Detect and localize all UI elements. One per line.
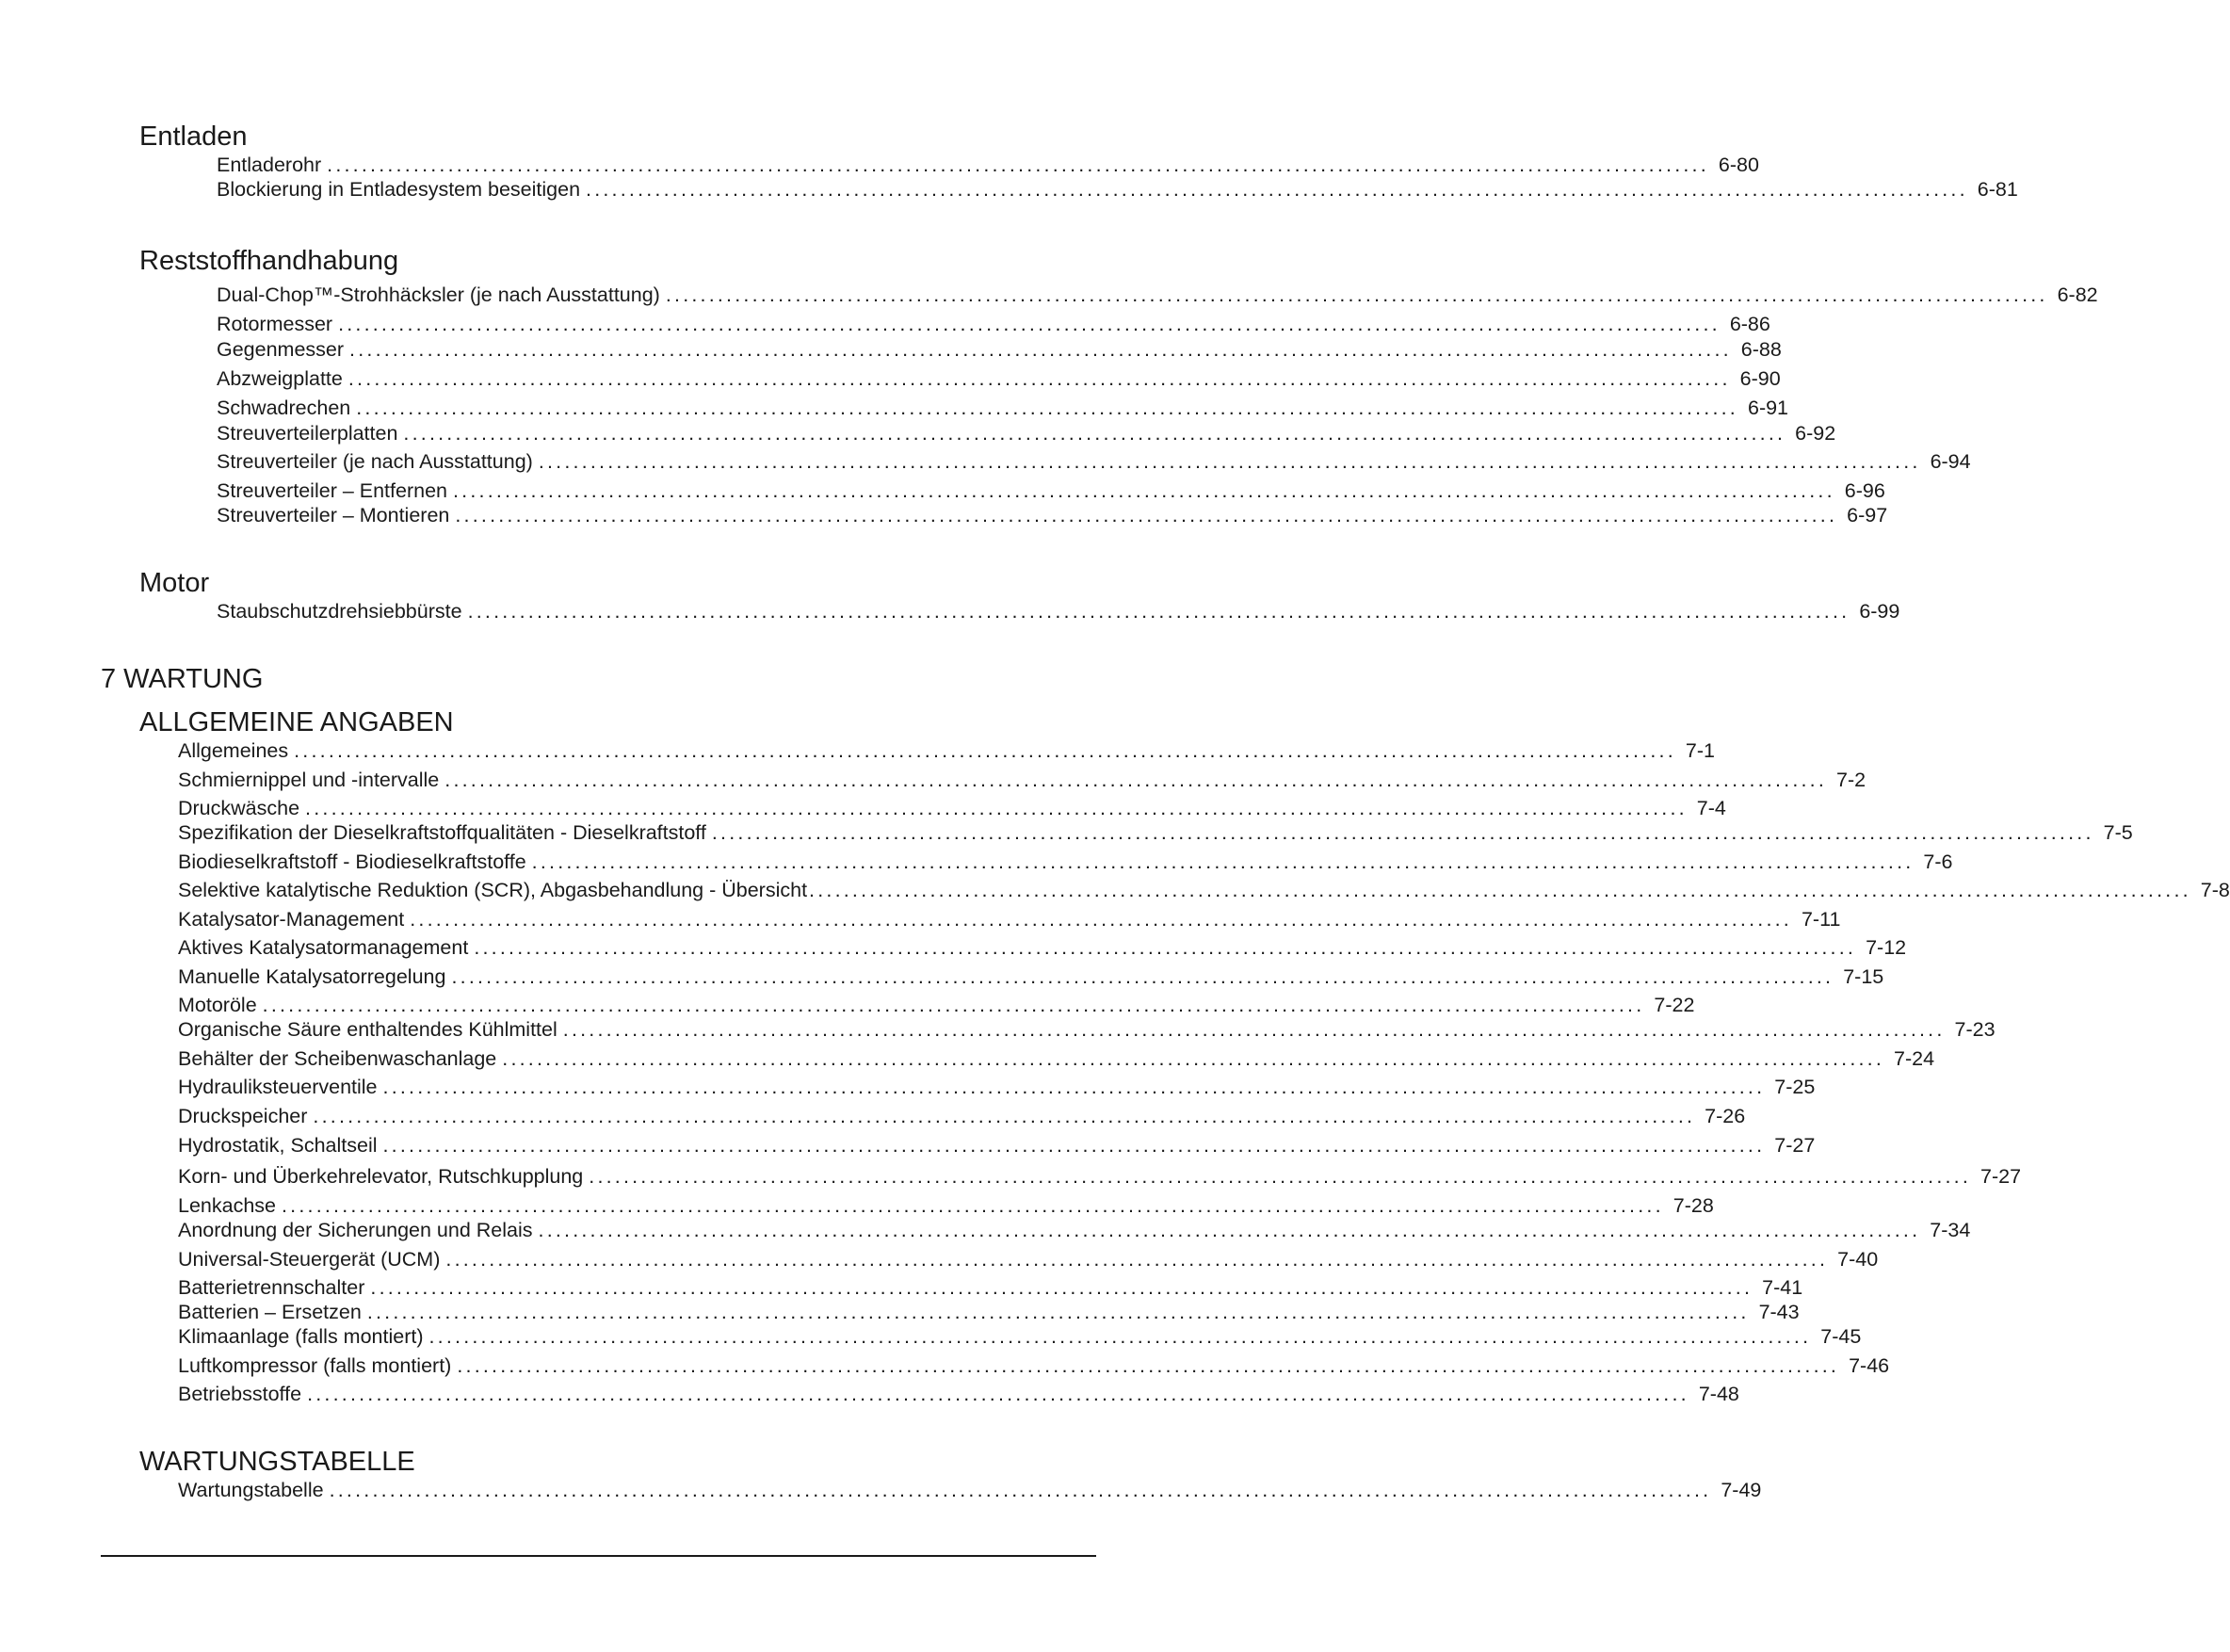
toc-entry[interactable] [178, 818, 2133, 845]
toc-entry-title: Katalysator-Management [178, 908, 405, 931]
toc-dot-leader: ................................................................................................................................................................ [665, 283, 2048, 306]
toc-entry-title: Streuverteiler – Montieren [217, 504, 450, 526]
toc-dot-leader: ................................................................................................................................................................ [329, 1479, 1712, 1501]
toc-entry-title: Betriebsstoffe [178, 1383, 302, 1405]
section-heading-motor: Motor [139, 568, 210, 598]
toc-dot-leader: ................................................................................................................................................................ [356, 397, 1738, 419]
toc-dot-leader: ................................................................................................................................................................ [531, 850, 1915, 873]
toc-dot-leader: ................................................................................................................................................................ [586, 178, 1968, 201]
toc-entry-page: 7-24 [1894, 1047, 1935, 1070]
toc-entry-page: 7-11 [1801, 908, 1841, 931]
toc-entry-page: 7-5 [2103, 821, 2133, 844]
toc-entry-page: 6-90 [1739, 367, 1781, 390]
toc-entry[interactable] [178, 1476, 1762, 1502]
toc-entry-page: 7-6 [1923, 850, 1953, 873]
toc-entry[interactable] [217, 151, 1759, 177]
toc-entry-page: 7-26 [1705, 1105, 1746, 1127]
toc-entry-page: 7-41 [1762, 1276, 1803, 1299]
toc-entry[interactable] [178, 1245, 1879, 1271]
toc-dot-leader: ................................................................................................................................................................ [338, 313, 1721, 335]
toc-entry-title: Manuelle Katalysatorregelung [178, 965, 446, 988]
toc-entry[interactable] [178, 1102, 1746, 1128]
toc-entry[interactable] [217, 447, 1971, 474]
toc-dot-leader: ................................................................................................................................................................ [403, 422, 1786, 445]
toc-entry-title: Streuverteilerplatten [217, 422, 398, 445]
toc-entry[interactable] [217, 335, 1782, 362]
toc-entry-title: Streuverteiler – Entfernen [217, 479, 447, 502]
toc-entry-page: 7-4 [1696, 797, 1726, 819]
toc-entry-page: 7-23 [1954, 1018, 1996, 1041]
toc-dot-leader: ................................................................................................................................................................ [313, 1105, 1696, 1127]
toc-entry-title: Allgemeines [178, 739, 289, 762]
toc-entry[interactable] [178, 1216, 1971, 1242]
toc-dot-leader: ................................................................................................................................................................ [453, 479, 1835, 502]
toc-entry[interactable] [178, 933, 1907, 960]
section-heading-wartungstabelle: WARTUNGSTABELLE [139, 1447, 415, 1477]
toc-entry-page: 6-91 [1747, 397, 1789, 419]
toc-dot-leader: ................................................................................................................................................................ [382, 1076, 1766, 1098]
toc-entry[interactable] [178, 1015, 1996, 1042]
toc-entry-title: Batterien – Ersetzen [178, 1301, 362, 1323]
toc-entry[interactable] [217, 364, 1781, 391]
footer-rule [101, 1555, 1096, 1557]
toc-entry-title: Druckwäsche [178, 797, 300, 819]
toc-dot-leader: ................................................................................................................................................................ [451, 965, 1834, 988]
toc-dot-leader: ................................................................................................................................................................ [307, 1383, 1689, 1405]
toc-entry[interactable] [178, 1073, 1816, 1099]
toc-entry-title: Spezifikation der Dieselkraftstoffqualitäten - Dieselkraftstoff [178, 821, 706, 844]
toc-dot-leader: ................................................................................................................................................................ [538, 1219, 1921, 1241]
toc-dot-leader: ................................................................................................................................................................ [327, 154, 1709, 176]
toc-dot-leader: ................................................................................................................................................................ [589, 1165, 1972, 1188]
toc-entry-page: 7-43 [1758, 1301, 1800, 1323]
toc-dot-leader: ................................................................................................................................................................ [347, 367, 1731, 390]
toc-entry-page: 7-25 [1774, 1076, 1816, 1098]
toc-entry-page: 7-46 [1849, 1354, 1890, 1377]
toc-entry-page: 6-81 [1977, 178, 2018, 201]
toc-dot-leader: ................................................................................................................................................................ [467, 600, 1850, 623]
toc-entry-page: 7-45 [1820, 1325, 1862, 1348]
toc-entry-page: 6-92 [1795, 422, 1836, 445]
toc-entry[interactable] [178, 848, 1953, 874]
toc-entry[interactable] [178, 1273, 1803, 1300]
toc-dot-leader: ................................................................................................................................................................ [562, 1018, 1946, 1041]
toc-dot-leader: ................................................................................................................................................................ [366, 1301, 1750, 1323]
toc-entry-title: Selektive katalytische Reduktion (SCR), Abgasbehandlung - Übersicht [178, 879, 808, 901]
toc-dot-leader: ................................................................................................................................................................ [305, 797, 1688, 819]
section-heading-entladen: Entladen [139, 121, 248, 152]
toc-entry-title: Entladerohr [217, 154, 322, 176]
toc-entry-page: 7-28 [1672, 1194, 1714, 1217]
toc-dot-leader: ................................................................................................................................................................ [502, 1047, 1885, 1070]
toc-entry-title: Wartungstabelle [178, 1479, 324, 1501]
toc-entry-page: 7-2 [1836, 769, 1866, 791]
toc-dot-leader: ................................................................................................................................................................ [382, 1134, 1766, 1157]
toc-entry-title: Universal-Steuergerät (UCM) [178, 1248, 441, 1271]
toc-dot-leader: ................................................................................................................................................................ [457, 1354, 1840, 1377]
toc-entry-title: Rotormesser [217, 313, 333, 335]
toc-entry[interactable] [217, 419, 1836, 445]
toc-entry-title: Hydrauliksteuerventile [178, 1076, 378, 1098]
toc-entry[interactable] [178, 991, 1695, 1017]
toc-entry-page: 7-49 [1721, 1479, 1762, 1501]
toc-dot-leader: ................................................................................................................................................................ [445, 1248, 1829, 1271]
toc-dot-leader: ................................................................................................................................................................ [370, 1276, 1753, 1299]
toc-entry-page: 7-27 [1774, 1134, 1816, 1157]
toc-entry-page: 6-94 [1930, 450, 1971, 473]
toc-entry-title: Organische Säure enthaltendes Kühlmittel [178, 1018, 558, 1041]
toc-entry-page: 6-86 [1729, 313, 1770, 335]
toc-entry[interactable] [178, 1322, 1862, 1349]
toc-dot-leader: ................................................................................................................................................................ [809, 879, 2191, 901]
toc-entry-title: Gegenmesser [217, 338, 345, 361]
toc-entry[interactable] [217, 281, 2098, 307]
toc-entry-page: 6-99 [1859, 600, 1900, 623]
toc-entry-title: Luftkompressor (falls montiert) [178, 1354, 452, 1377]
toc-entry-page: 6-96 [1844, 479, 1885, 502]
toc-dot-leader: ................................................................................................................................................................ [262, 994, 1645, 1016]
toc-entry-title: Aktives Katalysatormanagement [178, 936, 469, 959]
toc-entry-page: 7-12 [1866, 936, 1907, 959]
toc-entry[interactable] [178, 1191, 1714, 1218]
toc-entry-title: Batterietrennschalter [178, 1276, 365, 1299]
toc-entry-title: Hydrostatik, Schaltseil [178, 1134, 378, 1157]
toc-entry[interactable] [217, 477, 1885, 503]
toc-entry-title: Klimaanlage (falls montiert) [178, 1325, 424, 1348]
toc-dot-leader: ................................................................................................................................................................ [410, 908, 1792, 931]
toc-entry-page: 6-80 [1718, 154, 1759, 176]
toc-entry[interactable] [178, 905, 1841, 931]
toc-entry-title: Dual-Chop™-Strohhäcksler (je nach Ausstattung) [217, 283, 660, 306]
toc-entry-title: Schwadrechen [217, 397, 351, 419]
toc-entry[interactable] [178, 1298, 1800, 1324]
toc-dot-leader: ................................................................................................................................................................ [455, 504, 1838, 526]
toc-entry-title: Streuverteiler (je nach Ausstattung) [217, 450, 533, 473]
toc-entry-title: Druckspeicher [178, 1105, 308, 1127]
toc-dot-leader: ................................................................................................................................................................ [282, 1194, 1664, 1217]
toc-entry[interactable] [178, 1131, 1816, 1158]
toc-entry-page: 7-1 [1685, 739, 1715, 762]
toc-dot-leader: ................................................................................................................................................................ [538, 450, 1921, 473]
toc-dot-leader: ................................................................................................................................................................ [428, 1325, 1812, 1348]
toc-entry-title: Biodieselkraftstoff - Biodieselkraftstoffe [178, 850, 526, 873]
toc-dot-leader: ................................................................................................................................................................ [349, 338, 1732, 361]
toc-entry[interactable] [217, 310, 1770, 336]
toc-entry[interactable] [217, 597, 1900, 624]
toc-entry-title: Lenkachse [178, 1194, 276, 1217]
toc-entry[interactable] [178, 963, 1884, 989]
section-heading-reststoffhandhabung: Reststoffhandhabung [139, 246, 399, 276]
toc-entry-page: 7-22 [1654, 994, 1695, 1016]
toc-entry-page: 7-48 [1698, 1383, 1739, 1405]
toc-entry[interactable] [178, 1380, 1739, 1406]
toc-entry[interactable] [178, 737, 1715, 763]
toc-entry[interactable] [217, 501, 1888, 527]
toc-entry-page: 6-97 [1847, 504, 1888, 526]
toc-entry-page: 6-88 [1740, 338, 1782, 361]
toc-entry-title: Schmiernippel und -intervalle [178, 769, 440, 791]
toc-entry[interactable] [178, 1162, 2022, 1189]
toc-entry-title: Anordnung der Sicherungen und Relais [178, 1219, 533, 1241]
toc-entry-page: 7-15 [1843, 965, 1884, 988]
section-heading-allgemeine-angaben: ALLGEMEINE ANGABEN [139, 707, 454, 737]
toc-entry-page: 7-8 [2200, 879, 2230, 901]
toc-dot-leader: ................................................................................................................................................................ [444, 769, 1828, 791]
toc-entry-page: 7-34 [1930, 1219, 1971, 1241]
toc-entry[interactable] [217, 175, 2018, 202]
toc-entry-title: Korn- und Überkehrelevator, Rutschkupplung [178, 1165, 584, 1188]
toc-entry[interactable] [178, 794, 1726, 820]
toc-entry-title: Blockierung in Entladesystem beseitigen [217, 178, 581, 201]
toc-entry[interactable] [217, 394, 1789, 420]
toc-entry-page: 7-40 [1837, 1248, 1879, 1271]
toc-dot-leader: ................................................................................................................................................................ [294, 739, 1676, 762]
toc-entry[interactable] [178, 1045, 1935, 1071]
toc-entry[interactable] [178, 766, 1866, 792]
chapter-heading: 7 WARTUNG [101, 664, 264, 694]
toc-entry[interactable] [178, 1352, 1890, 1378]
toc-dot-leader: ................................................................................................................................................................ [711, 821, 2094, 844]
toc-entry-page: 6-82 [2057, 283, 2098, 306]
toc-entry-title: Staubschutzdrehsiebbürste [217, 600, 462, 623]
toc-entry-title: Behälter der Scheibenwaschanlage [178, 1047, 497, 1070]
toc-dot-leader: ................................................................................................................................................................ [474, 936, 1857, 959]
toc-entry[interactable] [178, 876, 2230, 902]
toc-entry-title: Motoröle [178, 994, 257, 1016]
toc-entry-title: Abzweigplatte [217, 367, 343, 390]
toc-entry-page: 7-27 [1980, 1165, 2022, 1188]
